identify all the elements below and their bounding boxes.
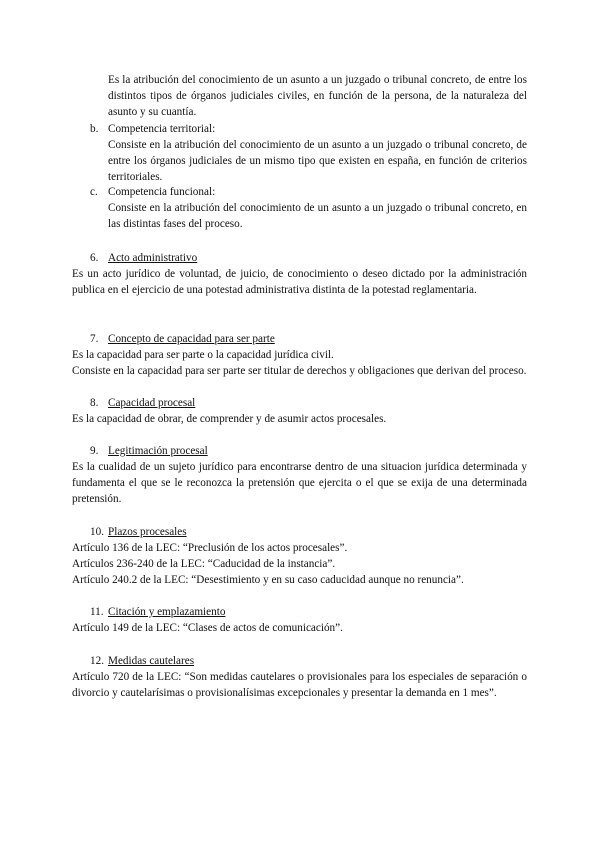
section-12-title: Medidas cautelares (108, 655, 195, 667)
section-9-paragraph: Es la cualidad de un sujeto jurídico para encontrarse dentro de una situacion jurídica determinada y fundamenta el que se le reconozca la pretensión que ejercita o el que se exija de una determinada pretensión. (72, 461, 527, 506)
sub-item-marker-b: b. (90, 123, 99, 135)
sub-item-title-c: Competencia funcional: (108, 186, 216, 198)
section-7-number: 7. (90, 333, 99, 345)
sub-item-text-c-content: Consiste en la atribución del conocimiento de un asunto a un juzgado o tribunal concreto, en las distintas fases del proceso. (108, 202, 527, 231)
intro-text: Es la atribución del conocimiento de un asunto a un juzgado o tribunal concreto, de entre los distintos tipos de órganos judiciales civiles, en función de la persona, de la naturaleza del asunto y su cuantía. (108, 74, 527, 119)
section-11-number: 11. (90, 606, 104, 618)
section-7-body (72, 347, 532, 379)
section-6-paragraph: Es un acto jurídico de voluntad, de juicio, de conocimiento o deseo dictado por la administración publica en el ejercicio de una potestad administrativa distinta de la potestad reglamentaria. (72, 268, 527, 297)
section-8-body (72, 411, 527, 427)
section-11-paragraph: Artículo 149 de la LEC: “Clases de actos de comunicación”. (72, 622, 343, 634)
sub-item-title-b: Competencia territorial: (108, 123, 216, 135)
sub-item-text-b-content: Consiste en la atribución del conocimiento de un asunto a un juzgado o tribunal concreto, de entre los órganos judiciales de un mismo tipo que existen en españa, en función de criterios territoriales. (108, 139, 527, 184)
section-9-number: 9. (90, 445, 99, 457)
intro-paragraph (108, 72, 527, 121)
section-10-title: Plazos procesales (108, 526, 187, 538)
sub-item-text-c (108, 200, 527, 232)
section-10-paragraph-3: Artículo 240.2 de la LEC: “Desestimiento y en su caso caducidad aunque no renuncia”. (72, 574, 464, 587)
section-7-paragraph-2: Consiste en la capacidad para ser parte ser titular de derechos y obligaciones que derivan del proceso. (72, 365, 527, 378)
section-10-body (72, 540, 532, 589)
section-9-title: Legitimación procesal (108, 445, 208, 457)
section-7-paragraph-1: Es la capacidad para ser parte o la capacidad jurídica civil. (72, 349, 334, 361)
section-11-body (72, 620, 532, 636)
section-10-paragraph-2: Artículos 236-240 de la LEC: “Caducidad de la instancia”. (72, 558, 336, 571)
section-8-paragraph: Es la capacidad de obrar, de comprender y de asumir actos procesales. (72, 413, 387, 425)
section-9-body (72, 459, 527, 508)
section-12-number: 12. (90, 655, 104, 667)
section-10-number: 10. (90, 526, 104, 538)
section-11-title: Citación y emplazamiento (108, 606, 226, 618)
section-6-number: 6. (90, 252, 99, 264)
section-12-body (72, 669, 527, 701)
section-6-body (72, 266, 527, 298)
section-6-title: Acto administrativo (108, 252, 198, 264)
section-7-title: Concepto de capacidad para ser parte (108, 333, 275, 345)
section-10-paragraph-1: Artículo 136 de la LEC: “Preclusión de los actos procesales”. (72, 542, 348, 554)
section-8-number: 8. (90, 397, 99, 409)
sub-item-text-b (108, 137, 527, 186)
section-8-title: Capacidad procesal (108, 397, 196, 409)
section-12-paragraph: Artículo 720 de la LEC: “Son medidas cautelares o provisionales para los especiales de separación o divorcio y cautelarísimas o provisionalísimas excepcionales y presentar la demanda en 1 mes”. (72, 671, 527, 700)
sub-item-marker-c: c. (90, 186, 98, 198)
